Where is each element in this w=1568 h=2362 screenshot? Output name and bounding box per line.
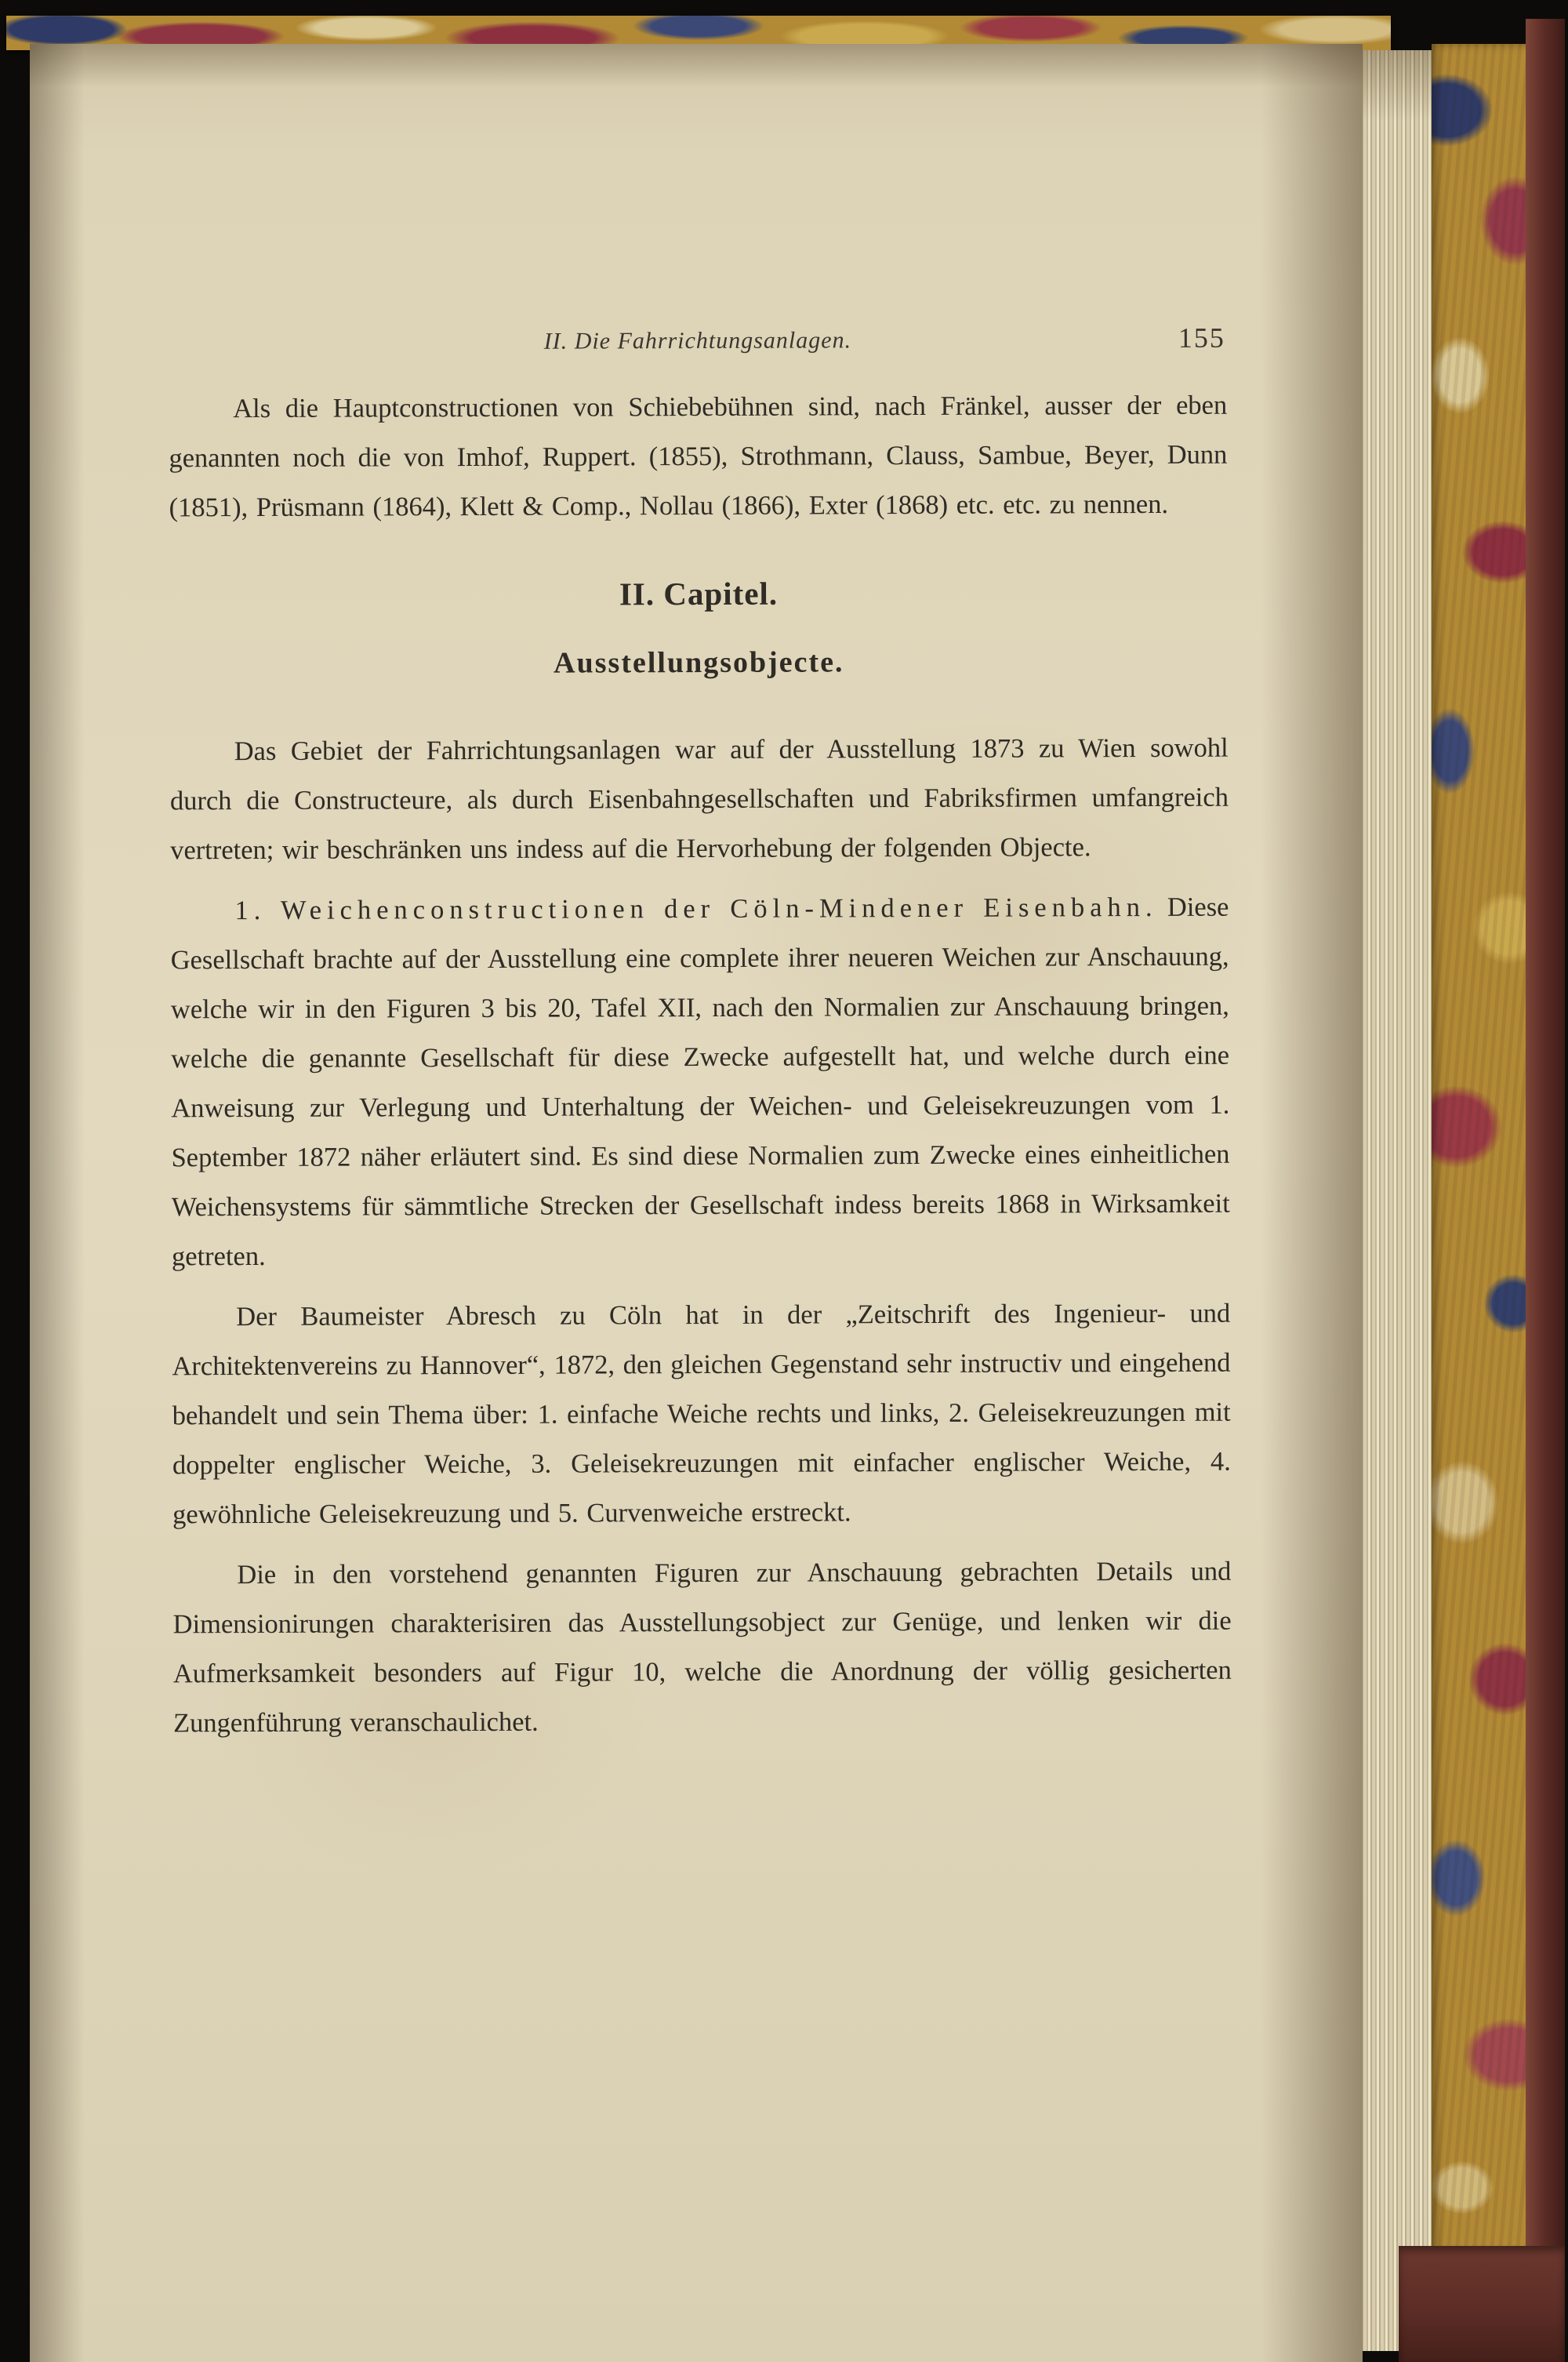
item1-spaced-lead: 1. Weichenconstructionen der Cöln-Mindener Eisenbahn. <box>234 892 1158 926</box>
paragraph-overview: Das Gebiet der Fahrrichtungsanlagen war auf der Ausstellung 1873 zu Wien sowohl durch die Constructeure, als durch Eisenbahngesellschaften und Fabriksfirmen umfangreich vertreten; wir beschränken uns indess auf die Hervorhebung der folgenden Objecte. <box>169 732 1229 866</box>
book-page <box>30 44 1363 2362</box>
paragraph-abresch: Der Baumeister Abresch zu Cöln hat in der „Zeitschrift des Ingenieur- und Architektenvereins zu Hannover“, 1872, den gleichen Gegenstand sehr instructiv und eingehend behandelt und sein Thema über: 1. einfache Weiche rechts und links, 2. Geleisekreuzungen mit doppelter englischer Weiche, 3. Geleisekreuzungen mit einfacher englischer Weiche, 4. gewöhnliche Geleisekreuzung und 5. Curvenweiche erstreckt. <box>172 1298 1231 1530</box>
paragraph-intro: Als die Hauptconstructionen von Schiebebühnen sind, nach Fränkel, ausser der eben genannten noch die von Imhof, Ruppert. (1855), Strothmann, Clauss, Sambue, Beyer, Dunn (1851), Prüsmann (1864), Klett & Comp., Nollau (1866), Exter (1868) etc. etc. zu nennen. <box>169 390 1228 523</box>
item1-rest: Diese Gesellschaft brachte auf der Ausstellung eine complete ihrer neueren Weichen zur Anschauung, welche wir in den Figuren 3 bis 20, Tafel XII, nach den Normalien zur Anschauung bringen, welche die genannte Gesellschaft für diese Zwecke aufgestellt hat, und welche durch eine Anweisung zur Verlegung und Unterhaltung der Weichen- und Geleisekreuzungen vom 1. September 1872 näher erläutert sind. Es sind diese Normalien zum Zwecke eines einheitlichen Weichensystems für sämmtliche Strecken der Gesellschaft indess bereits 1868 in Wirksamkeit getreten. <box>170 892 1230 1272</box>
paragraph-closing: Die in den vorstehend genannten Figuren zur Anschauung gebrachten Details und Dimensionirungen charakterisiren das Ausstellungsobject zur Genüge, und lenken wir die Aufmerksamkeit besonders auf Figur 10, welche die Anordnung der völlig gesicherten Zungenführung veranschaulichet. <box>172 1556 1232 1739</box>
book-cover-edge <box>1526 19 1565 2362</box>
book-cover-bottom-corner <box>1399 2246 1565 2362</box>
running-title: II. Die Fahrrichtungsanlagen. <box>543 327 852 354</box>
page-text-block <box>169 322 1232 1749</box>
marbled-fore-edge <box>1432 44 1534 2254</box>
chapter-subheading: Ausstellungsobjecte. <box>554 645 844 680</box>
chapter-heading: II. Capitel. <box>619 575 779 612</box>
running-head <box>169 322 1227 369</box>
page-number: 155 <box>1178 322 1225 354</box>
paragraph-item1 <box>170 883 1230 1282</box>
